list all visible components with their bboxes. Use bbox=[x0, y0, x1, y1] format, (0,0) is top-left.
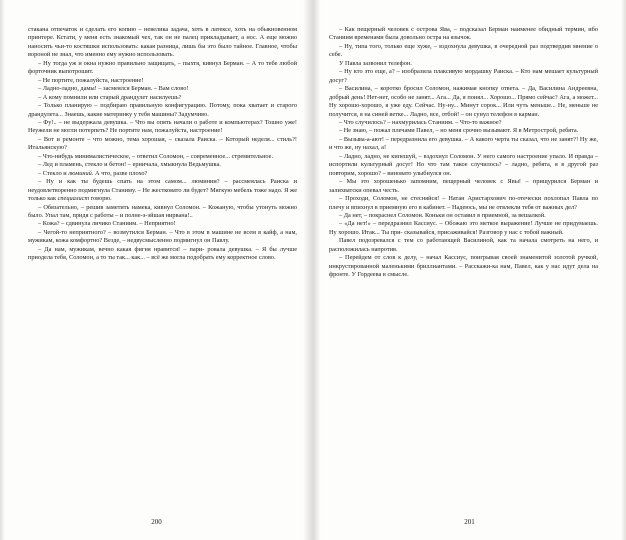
paragraph: – Вот и ремонте – что можно, тема хорошая, – сказала Раиска. – Который неделя... стиль?! Итальянскую? bbox=[28, 135, 297, 152]
paragraph: – Да нам, мужикам, вечно какая фигня нравится! – пари- ровала девушка. – Я бы лучше приодела тебя, Соломон, а то ты так... как... – всё же могла подобрать ему корректное слово. bbox=[28, 245, 297, 262]
paragraph: стакана отпечаток и сделать его копию – невелика задача, хоть в латексе, хоть на обыкновенном принтере. Кстати, у меня есть знакомый чех, так он не палец прикладывает, а нос. А еще можно наносить чьи-то костяшки использовать: какая разница, лишь бы это было тайное. Главное, чтобы вороной не знал, что именно ему нужно использовать. bbox=[28, 26, 297, 59]
page-edge-shadow-right bbox=[621, 0, 626, 540]
paragraph: – Что-нибудь минималистическое, – ответил Соломон, – современное... стремительное. bbox=[38, 152, 274, 160]
left-page-body bbox=[28, 26, 297, 263]
right-page-body bbox=[329, 26, 598, 280]
paragraph: – Ладно-ладно, дамы! – засмеялся Берман. – Вам слово! bbox=[38, 85, 189, 93]
paragraph: – Ну, типа того, только еще хуже, – вздохнула девушка, в очередной раз подтвердив мнение о себе. bbox=[329, 42, 598, 59]
paragraph: – Перейдем от слов к делу, – начал Кассиус, поигрывая своей знаменитой золотой ручкой, инкрустированной маленькими бриллиантами. – Расскажи-ка нам, Павел, как у нас идут дела на фронте. У Гордеева в смысле. bbox=[329, 254, 598, 279]
paragraph: – Кожа? – сдвинула личико Станиим. – Неприятно! bbox=[38, 220, 176, 228]
page-edge-shadow-left bbox=[0, 0, 5, 540]
paragraph: – Как пещерный человек с острова Ява, – подсказал Берман наименее обидный термин, ибо Станиим временами была довольно остра на язычок. bbox=[329, 26, 598, 42]
paragraph: – Проходи, Соломон, не стесняйся! – Натан Аристархович по-отечески похлопал Павла по плечу и впихнул в приемную его в кабинет. – Надеюсь, мы не отвлекли тебя от важных дел? bbox=[329, 195, 598, 211]
paragraph: – А кому помнили или старый драндулет насилуешь? bbox=[38, 93, 182, 101]
paragraph: У Павла зазвонил телефон. bbox=[339, 59, 412, 67]
paragraph: – Вызыва-а-ают! – передразнила его девушка. – А какого черта ты сказал, что не занят?! Ну же, и что же, ну нахал, а! bbox=[329, 135, 598, 152]
paragraph: – Что случилось? – нахмурилась Станиим. – Что-то важное? bbox=[339, 118, 502, 126]
paragraph: – Только планирую – подбираю правильную конфигурацию. Потому, пока хватает и старого драндулета... Знаешь, какие материнку у тебя машины? Задумчиво. bbox=[28, 102, 297, 118]
paragraph: – Фу!.. – не выдержала девушка. – Что вы опять начали о работе и компьютерах? Тошно уже! Неужели не могли потерпеть? Не портите нам, пожалуйста, настроение! bbox=[28, 118, 297, 135]
paragraph: – Ну тогда уж и окна нужно правильно защищать, – пыхтя, кивнул Берман. – А то тебе любой форточник выпотрошит. bbox=[28, 59, 297, 76]
paragraph: – Да нет, – покраснел Соломон. Коньки он оставил в приемной, за вешалкой. bbox=[339, 211, 546, 219]
paragraph: – Ну и как ты будешь спать на этом самом... люминии? – рассмеялась Раиска и неудовлетворенно подмигнула Станиму. – Не жестковато ли будет? Мягкую мебель тоже надо. Я же только как специалист говорю. bbox=[28, 178, 297, 203]
paragraph: – Не знаю, – пожал плечами Павел, – но меня срочно вызывают. Я в Метрострой, ребята. bbox=[339, 127, 579, 135]
paragraph: – Обязательно, – решив заметить намека, кивнул Соломон. – Кожаную, чтобы утонуть можно было. Упал там, придя с работы – и полне-э-эйшая нирвана!.. bbox=[28, 203, 297, 219]
page-right bbox=[313, 0, 626, 540]
paragraph: – Лед и пламень, стекло и бетон! – ерничала, хмыкнула Ведьмушка. bbox=[38, 161, 221, 169]
page-number-left: 200 bbox=[151, 518, 162, 526]
paragraph: – Не портите, пожалуйста, настроение! bbox=[38, 76, 144, 84]
paragraph: – Мы это хорошенько запомним, пещерный человек с Явы! – прищурился Берман и залихватски опевал честь. bbox=[329, 178, 598, 194]
paragraph: – «Да нет!» – передразнил Кассиус. – Обожаю это меткое выражение! Лучше не придумаешь. Ну хорошо. Итак... Ты при- сказывайся, присаживайся! Разговор у нас с тобой важный. bbox=[329, 220, 598, 236]
paragraph: – Стекло и люминий. А что, разве плохо? bbox=[38, 169, 148, 177]
paragraph: – Ладно, ладно, не кипешуй, – вздохнул Соломон. У него самого настроение упало. И правда – испортили культурный досуг! Но что там такое случилось? – ладно, ребята, я в другой раз повторим, хорошо? – виновато улыбнулся он. bbox=[329, 152, 598, 177]
paragraph: – Чегой-то неприятного? – возмутился Берман. – Что в этом в машине не всем в кайф, а нам, мужикам, кожа комфортно? Везде, – недвусмысленно подмигнул он Павлу. bbox=[28, 228, 297, 245]
paragraph: Павел подозревался с тем со работающей Василиной, как та начала смотреть на него, и расположилась напротив. bbox=[329, 237, 598, 253]
paragraph: – Василина, – коротко бросил Соломон, нажимая кнопку ответа. – Да, Василина Андреевна, добрый день! Нет-нет, особо не занят... Ага... Да, я понял... Хорошо... Прямо сейчас? Ага, а может... Ну хорошо-хорошо, я уже еду. Сейчас. Ну-ну... Минут сорок... Или чуть меньше... Не, меньше не получится, я на синей ветке... Ладно, все, отбой! – он сунул телефон в карман. bbox=[329, 85, 598, 118]
paragraph: – Ну кто это еще, а? – изобразила плаксивую мордашку Раиска. – Кто нам мешает культурный досуг? bbox=[329, 68, 598, 84]
page-number-right: 201 bbox=[464, 518, 475, 526]
